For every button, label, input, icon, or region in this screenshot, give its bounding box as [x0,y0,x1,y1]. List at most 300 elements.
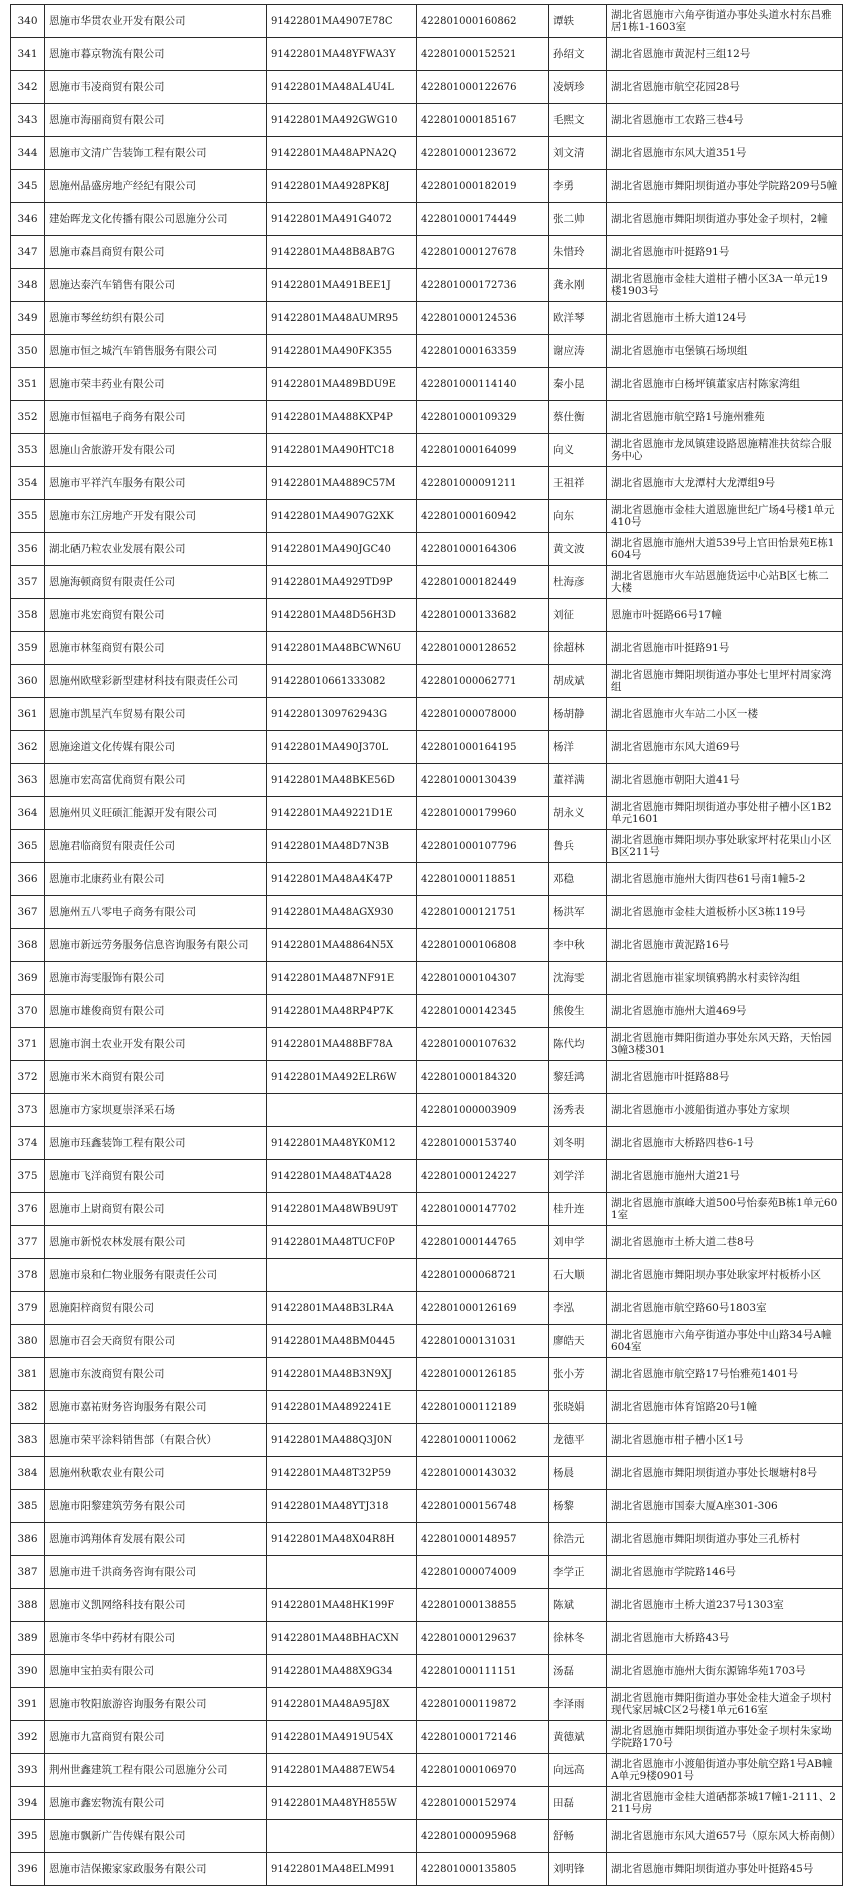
registration-number: 422801000128652 [417,632,549,665]
table-row [11,995,843,1028]
row-number: 372 [11,1061,45,1094]
company-name: 恩施市新远劳务服务信息咨询服务有限公司 [45,929,267,962]
table-row [11,1787,843,1820]
row-number: 366 [11,863,45,896]
company-name: 恩施市洁保搬家家政服务有限公司 [45,1853,267,1886]
address: 湖北省恩施市航空路60号1803室 [607,1292,843,1325]
legal-representative: 毛熙文 [549,104,607,137]
legal-representative: 谢应涛 [549,335,607,368]
registration-number: 422801000135805 [417,1853,549,1886]
company-name: 恩施市恒之城汽车销售服务有限公司 [45,335,267,368]
table-row [11,38,843,71]
credit-code: 91422801MA491G4072 [267,203,417,236]
legal-representative: 张小芳 [549,1358,607,1391]
company-name: 恩施市恒福电子商务有限公司 [45,401,267,434]
company-name: 恩施市海雯服饰有限公司 [45,962,267,995]
row-number: 360 [11,665,45,698]
registration-number: 422801000109329 [417,401,549,434]
address: 湖北省恩施市舞阳街道办事处东风天路，天怡园3幢3楼301 [607,1028,843,1061]
address: 湖北省恩施市龙凤镇建设路恩施精准扶贫综合服务中心 [607,434,843,467]
company-name: 恩施市泉和仁物业服务有限责任公司 [45,1259,267,1292]
credit-code: 91422801MA48BM0445 [267,1325,417,1358]
company-name: 荆州世鑫建筑工程有限公司恩施分公司 [45,1754,267,1787]
registration-number: 422801000126169 [417,1292,549,1325]
registration-number: 422801000129637 [417,1622,549,1655]
address: 湖北省恩施市舞阳坝街道办事处学院路209号5幢 [607,170,843,203]
registration-number: 422801000182449 [417,566,549,599]
table-row [11,632,843,665]
registration-number: 422801000114140 [417,368,549,401]
company-name: 恩施州五八零电子商务有限公司 [45,896,267,929]
company-name: 恩施市东波商贸有限公司 [45,1358,267,1391]
row-number: 384 [11,1457,45,1490]
registration-number: 422801000091211 [417,467,549,500]
registration-number: 422801000078000 [417,698,549,731]
company-name: 恩施市义凯网络科技有限公司 [45,1589,267,1622]
company-name: 恩施市鸿翔体育发展有限公司 [45,1523,267,1556]
legal-representative: 李泽雨 [549,1688,607,1721]
address: 湖北省恩施市黄泥村三组12号 [607,38,843,71]
legal-representative: 熊俊生 [549,995,607,1028]
credit-code: 91422801MA48APNA2Q [267,137,417,170]
credit-code: 91422801MA48A95J8X [267,1688,417,1721]
company-name: 湖北硒乃粒农业发展有限公司 [45,533,267,566]
company-name: 恩施市新悦农林发展有限公司 [45,1226,267,1259]
credit-code: 91422801MA48D7N3B [267,830,417,863]
legal-representative: 孙绍文 [549,38,607,71]
registration-number: 422801000003909 [417,1094,549,1127]
legal-representative: 向远高 [549,1754,607,1787]
address: 湖北省恩施市旗峰大道500号怡泰苑B栋1单元601室 [607,1193,843,1226]
registration-number: 422801000106970 [417,1754,549,1787]
credit-code: 91422801MA48BCWN6U [267,632,417,665]
legal-representative: 欧洋琴 [549,302,607,335]
registration-number: 422801000107632 [417,1028,549,1061]
company-name: 恩施市鑫宏物流有限公司 [45,1787,267,1820]
company-name: 恩施市韦凌商贸有限公司 [45,71,267,104]
legal-representative: 向义 [549,434,607,467]
address: 湖北省恩施市土桥大道124号 [607,302,843,335]
table-row [11,1556,843,1589]
row-number: 393 [11,1754,45,1787]
company-name: 恩施市飘新广告传媒有限公司 [45,1820,267,1853]
legal-representative: 杜海彦 [549,566,607,599]
legal-representative: 汤秀表 [549,1094,607,1127]
address: 湖北省恩施市施州大街东源锦华苑1703号 [607,1655,843,1688]
row-number: 380 [11,1325,45,1358]
row-number: 385 [11,1490,45,1523]
row-number: 357 [11,566,45,599]
legal-representative: 刘明锋 [549,1853,607,1886]
table-row [11,1226,843,1259]
row-number: 394 [11,1787,45,1820]
row-number: 374 [11,1127,45,1160]
credit-code: 91422801MA4919U54X [267,1721,417,1754]
table-row [11,1523,843,1556]
table-row [11,1754,843,1787]
credit-code: 91422801MA48AGX930 [267,896,417,929]
company-name: 恩施市进千洪商务咨询有限公司 [45,1556,267,1589]
legal-representative: 刘文清 [549,137,607,170]
legal-representative: 刘征 [549,599,607,632]
legal-representative: 张二帅 [549,203,607,236]
table-row [11,533,843,566]
address: 湖北省恩施市金桂大道恩施世纪广场4号楼1单元410号 [607,500,843,533]
table-row [11,170,843,203]
table-row [11,1853,843,1886]
table-row [11,665,843,698]
credit-code: 91422801MA48T32P59 [267,1457,417,1490]
credit-code [267,1556,417,1589]
table-row [11,467,843,500]
row-number: 343 [11,104,45,137]
legal-representative: 汤磊 [549,1655,607,1688]
row-number: 340 [11,5,45,38]
row-number: 352 [11,401,45,434]
address: 湖北省恩施市施州大道539号上官田怡景苑E栋1604号 [607,533,843,566]
address: 湖北省恩施市屯堡镇石场坝组 [607,335,843,368]
company-name: 恩施州贝义旺硕汇能源开发有限公司 [45,797,267,830]
company-name: 恩施市上尉商贸有限公司 [45,1193,267,1226]
row-number: 342 [11,71,45,104]
legal-representative: 杨洪军 [549,896,607,929]
address: 湖北省恩施市大龙潭村大龙潭组9号 [607,467,843,500]
legal-representative: 鲁兵 [549,830,607,863]
table-row [11,500,843,533]
table-row [11,1655,843,1688]
row-number: 383 [11,1424,45,1457]
address: 湖北省恩施市大桥路43号 [607,1622,843,1655]
credit-code: 91422801MA48YK0M12 [267,1127,417,1160]
credit-code: 91422801MA489BDU9E [267,368,417,401]
registration-number: 422801000172736 [417,269,549,302]
address: 湖北省恩施市航空路17号怡雅苑1401号 [607,1358,843,1391]
company-name: 恩施市凯星汽车贸易有限公司 [45,698,267,731]
company-name: 恩施君临商贸有限责任公司 [45,830,267,863]
row-number: 379 [11,1292,45,1325]
address: 湖北省恩施市舞阳坝街道办事处长堰塘村8号 [607,1457,843,1490]
registration-number: 422801000160862 [417,5,549,38]
row-number: 361 [11,698,45,731]
credit-code: 91422801MA490J370L [267,731,417,764]
credit-code: 91422801MA48AT4A28 [267,1160,417,1193]
credit-code: 91422801MA48RP4P7K [267,995,417,1028]
credit-code: 91422801MA4929TD9P [267,566,417,599]
table-row [11,1457,843,1490]
company-name: 恩施海顿商贸有限责任公司 [45,566,267,599]
row-number: 369 [11,962,45,995]
legal-representative: 陈斌 [549,1589,607,1622]
legal-representative: 杨晨 [549,1457,607,1490]
registration-number: 422801000142345 [417,995,549,1028]
address: 湖北省恩施市朝阳大道41号 [607,764,843,797]
company-name: 恩施市华贯农业开发有限公司 [45,5,267,38]
credit-code: 91422801MA48YH855W [267,1787,417,1820]
address: 湖北省恩施市舞阳坝街道办事处柑子槽小区1B2单元1601 [607,797,843,830]
table-row [11,236,843,269]
table-row [11,1061,843,1094]
company-name: 恩施州欧壁彩新型建材科技有限责任公司 [45,665,267,698]
registration-number: 422801000143032 [417,1457,549,1490]
row-number: 344 [11,137,45,170]
credit-code [267,1094,417,1127]
row-number: 348 [11,269,45,302]
registration-number: 422801000160942 [417,500,549,533]
address: 湖北省恩施市施州大道21号 [607,1160,843,1193]
row-number: 358 [11,599,45,632]
legal-representative: 邓稳 [549,863,607,896]
legal-representative: 黎廷鸿 [549,1061,607,1094]
table-row [11,203,843,236]
credit-code: 91422801MA488X9G34 [267,1655,417,1688]
company-name: 恩施市北康药业有限公司 [45,863,267,896]
table-row [11,368,843,401]
address: 湖北省恩施市航空路1号施州雅苑 [607,401,843,434]
address: 湖北省恩施市土桥大道237号1303室 [607,1589,843,1622]
credit-code: 91422801MA48B3N9XJ [267,1358,417,1391]
registration-number: 422801000174449 [417,203,549,236]
registration-number: 422801000164099 [417,434,549,467]
address: 湖北省恩施市国泰大厦A座301-306 [607,1490,843,1523]
row-number: 367 [11,896,45,929]
company-name: 恩施州晶盛房地产经纪有限公司 [45,170,267,203]
table-row [11,1193,843,1226]
table-row [11,5,843,38]
row-number: 386 [11,1523,45,1556]
address: 湖北省恩施市舞阳坝办事处耿家坪村板桥小区 [607,1259,843,1292]
row-number: 370 [11,995,45,1028]
table-row [11,137,843,170]
legal-representative: 田磊 [549,1787,607,1820]
credit-code: 91422801MA48A4K47P [267,863,417,896]
credit-code: 91422801MA48ELM991 [267,1853,417,1886]
row-number: 387 [11,1556,45,1589]
company-name: 恩施市冬华中药材有限公司 [45,1622,267,1655]
address: 湖北省恩施市舞阳坝街道办事处七里坪村周家湾组 [607,665,843,698]
company-name: 恩施市东江房地产开发有限公司 [45,500,267,533]
table-row [11,104,843,137]
table-row [11,1622,843,1655]
table-row [11,698,843,731]
registration-number: 422801000153740 [417,1127,549,1160]
table-row [11,731,843,764]
registration-number: 422801000104307 [417,962,549,995]
address: 湖北省恩施市叶挺路88号 [607,1061,843,1094]
credit-code: 91422801MA4892241E [267,1391,417,1424]
credit-code: 91422801MA48BKE56D [267,764,417,797]
row-number: 395 [11,1820,45,1853]
address: 湖北省恩施市金桂大道柑子槽小区3A一单元19楼1903号 [607,269,843,302]
registration-number: 422801000123672 [417,137,549,170]
company-name: 恩施途道文化传媒有限公司 [45,731,267,764]
company-name: 恩施市方家坝夏崇泽采石场 [45,1094,267,1127]
credit-code: 91422801MA491BEE1J [267,269,417,302]
legal-representative: 张晓娟 [549,1391,607,1424]
row-number: 341 [11,38,45,71]
address: 湖北省恩施市六角亭街道办事处中山路34号A幢604室 [607,1325,843,1358]
credit-code: 91422801MA4887EW54 [267,1754,417,1787]
credit-code: 91422801MA490FK355 [267,335,417,368]
legal-representative: 陈代均 [549,1028,607,1061]
row-number: 359 [11,632,45,665]
company-name: 恩施市兆宏商贸有限公司 [45,599,267,632]
registration-number: 422801000095968 [417,1820,549,1853]
company-name: 恩施申宝拍卖有限公司 [45,1655,267,1688]
row-number: 371 [11,1028,45,1061]
row-number: 364 [11,797,45,830]
table-row [11,335,843,368]
registration-number: 422801000119872 [417,1688,549,1721]
legal-representative: 舒畅 [549,1820,607,1853]
registration-number: 422801000127678 [417,236,549,269]
table-row [11,1688,843,1721]
row-number: 382 [11,1391,45,1424]
address: 湖北省恩施市舞阳坝街道办事处叶挺路45号 [607,1853,843,1886]
row-number: 347 [11,236,45,269]
credit-code: 91422801MA492GWG10 [267,104,417,137]
legal-representative: 徐超林 [549,632,607,665]
legal-representative: 杨黎 [549,1490,607,1523]
credit-code: 91422801MA48AUMR95 [267,302,417,335]
table-row [11,1424,843,1457]
credit-code: 91422801309762943G [267,698,417,731]
row-number: 356 [11,533,45,566]
legal-representative: 龙德平 [549,1424,607,1457]
registration-number: 422801000062771 [417,665,549,698]
address: 恩施市叶挺路66号17幢 [607,599,843,632]
legal-representative: 黄文波 [549,533,607,566]
registration-number: 422801000179960 [417,797,549,830]
row-number: 365 [11,830,45,863]
company-name: 恩施市润土农业开发有限公司 [45,1028,267,1061]
registration-number: 422801000131031 [417,1325,549,1358]
registration-number: 422801000130439 [417,764,549,797]
credit-code [267,1820,417,1853]
address: 湖北省恩施市叶挺路91号 [607,236,843,269]
registration-number: 422801000121751 [417,896,549,929]
registration-number: 422801000172146 [417,1721,549,1754]
legal-representative: 廖皓天 [549,1325,607,1358]
table-row [11,1259,843,1292]
legal-representative: 石大顺 [549,1259,607,1292]
address: 湖北省恩施市六角亭街道办事处头道水村东昌雅居1栋1-1603室 [607,5,843,38]
table-row [11,434,843,467]
credit-code: 91422801MA4907G2XK [267,500,417,533]
address: 湖北省恩施市舞阳坝街道办事处金子坝村朱家坳学院路170号 [607,1721,843,1754]
table-row [11,566,843,599]
company-name: 恩施达泰汽车销售有限公司 [45,269,267,302]
address: 湖北省恩施市土桥大道二巷8号 [607,1226,843,1259]
address: 湖北省恩施市舞阳街道办事处金桂大道金子坝村现代家居城C区2号楼1单元616室 [607,1688,843,1721]
credit-code: 91422801MA4928PK8J [267,170,417,203]
company-name: 恩施市荣丰药业有限公司 [45,368,267,401]
table-row [11,401,843,434]
table-body [11,5,843,1886]
registration-number: 422801000074009 [417,1556,549,1589]
table-row [11,1160,843,1193]
credit-code: 91422801MA490JGC40 [267,533,417,566]
registration-number: 422801000147702 [417,1193,549,1226]
registration-number: 422801000182019 [417,170,549,203]
row-number: 376 [11,1193,45,1226]
legal-representative: 蔡仕衡 [549,401,607,434]
address: 湖北省恩施市东风大道69号 [607,731,843,764]
registration-number: 422801000148957 [417,1523,549,1556]
legal-representative: 李勇 [549,170,607,203]
row-number: 346 [11,203,45,236]
address: 湖北省恩施市白杨坪镇董家店村陈家湾组 [607,368,843,401]
table-row [11,1490,843,1523]
company-name: 恩施阳梓商贸有限公司 [45,1292,267,1325]
company-name: 恩施市平祥汽车服务有限公司 [45,467,267,500]
address: 湖北省恩施市舞阳坝街道办事处金子坝村，2幢 [607,203,843,236]
legal-representative: 桂升连 [549,1193,607,1226]
legal-representative: 董祥满 [549,764,607,797]
registration-number: 422801000124536 [417,302,549,335]
row-number: 362 [11,731,45,764]
legal-representative: 朱惜玲 [549,236,607,269]
company-name: 恩施州秋歌农业有限公司 [45,1457,267,1490]
table-row [11,1391,843,1424]
legal-representative: 向东 [549,500,607,533]
legal-representative: 刘申学 [549,1226,607,1259]
registration-number: 422801000163359 [417,335,549,368]
address: 湖北省恩施市金桂大道硒都茶城17幢1-2111、2211号房 [607,1787,843,1820]
credit-code: 91422801MA48HK199F [267,1589,417,1622]
registration-number: 422801000106808 [417,929,549,962]
address: 湖北省恩施市东风大道657号（原东风大桥南侧） [607,1820,843,1853]
address: 湖北省恩施市东风大道351号 [607,137,843,170]
address: 湖北省恩施市大桥路四巷6-1号 [607,1127,843,1160]
registration-number: 422801000107796 [417,830,549,863]
table-row [11,1028,843,1061]
legal-representative: 杨胡静 [549,698,607,731]
credit-code: 91422801MA49221D1E [267,797,417,830]
legal-representative: 杨洋 [549,731,607,764]
table-row [11,269,843,302]
row-number: 368 [11,929,45,962]
address: 湖北省恩施市黄泥路16号 [607,929,843,962]
row-number: 353 [11,434,45,467]
row-number: 373 [11,1094,45,1127]
address: 湖北省恩施市施州大街四巷61号南1幢5-2 [607,863,843,896]
address: 湖北省恩施市小渡船街道办事处航空路1号AB幢A单元9楼0901号 [607,1754,843,1787]
table-row [11,962,843,995]
table-row [11,302,843,335]
credit-code: 91422801MA488BF78A [267,1028,417,1061]
table-row [11,797,843,830]
registration-number: 422801000122676 [417,71,549,104]
legal-representative: 李中秋 [549,929,607,962]
registration-number: 422801000133682 [417,599,549,632]
row-number: 389 [11,1622,45,1655]
table-row [11,764,843,797]
company-name: 恩施市召会天商贸有限公司 [45,1325,267,1358]
legal-representative: 李泓 [549,1292,607,1325]
registration-number: 422801000112189 [417,1391,549,1424]
table-row [11,71,843,104]
registration-number: 422801000144765 [417,1226,549,1259]
address: 湖北省恩施市航空花园28号 [607,71,843,104]
address: 湖北省恩施市火车站恩施货运中心站B区七栋二大楼 [607,566,843,599]
row-number: 375 [11,1160,45,1193]
row-number: 391 [11,1688,45,1721]
registration-number: 422801000185167 [417,104,549,137]
row-number: 354 [11,467,45,500]
company-registry-table [10,4,843,1886]
table-row [11,1292,843,1325]
credit-code: 91422801MA48WB9U9T [267,1193,417,1226]
